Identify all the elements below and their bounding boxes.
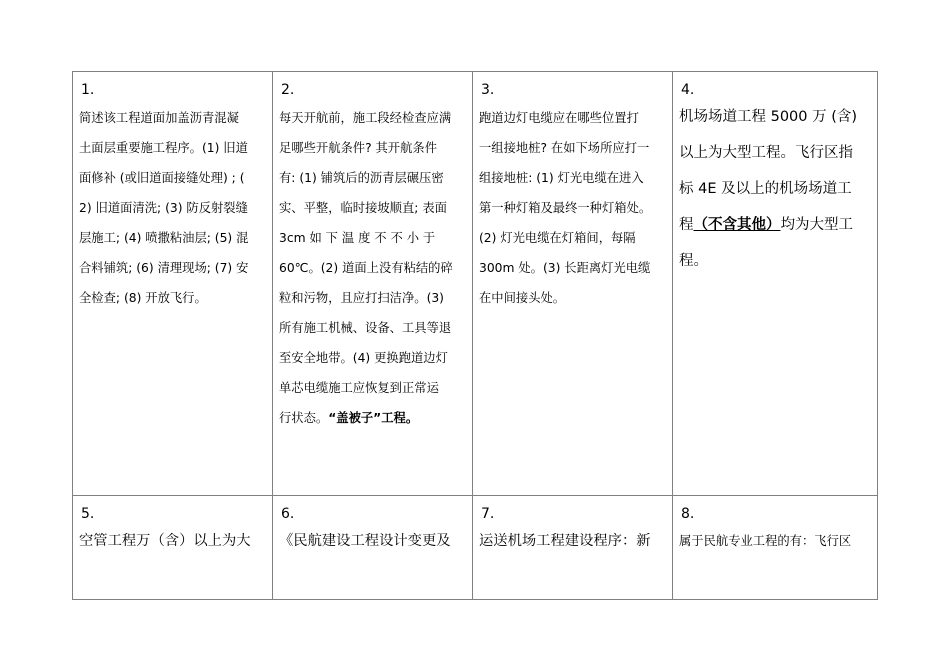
item-text: 跑道边灯电缆应在哪些位置打 一组接地桩? 在如下场所应打一 组接地桩: (1) 灯光电缆在进入 第一种灯箱及最终一种灯箱处。 (2) 灯光电缆在灯箱间，每隔 300m 处。(3) 长距离灯光电缆 在中间接头处。 (479, 111, 652, 305)
item-number: 4. (681, 82, 695, 98)
item-text: 空管工程万（含）以上为大 (79, 533, 251, 549)
item-text: 《民航建设工程设计变更及 (279, 533, 451, 549)
item-number: 3. (481, 82, 495, 98)
cell-8 (673, 496, 877, 600)
cell-6 (273, 496, 472, 600)
questions-table (72, 71, 878, 600)
item-number: 8. (681, 506, 695, 522)
item-text-main: 每天开航前，施工段经检查应满 足哪些开航条件? 其开航条件 有: (1) 铺筑后的沥青层碾压密 实、平整，临时接坡顺直; 表面 3cm 如 下 温 度 不 不 小 于 60℃。(2) 道面上没有粘结的碎 粒和污物，且应打扫洁净。(3) 所有施工机械、设备、工具等退 至安全地带。(4) 更换跑道边灯 单芯电缆施工应恢复到正常运 行状态。 (279, 111, 453, 425)
item-number: 1. (81, 82, 95, 98)
cell-2 (273, 72, 472, 495)
cell-5 (73, 496, 272, 600)
cell-4 (673, 72, 877, 495)
item-text (679, 99, 873, 279)
item-number: 7. (481, 506, 495, 522)
item-text-underlined: （不含其他） (693, 217, 781, 233)
item-number: 2. (281, 82, 295, 98)
item-text-bold: “盖被子”工程。 (328, 411, 419, 425)
cell-7 (473, 496, 672, 600)
item-text: 简述该工程道面加盖沥青混凝 土面层重要施工程序。(1) 旧道 面修补 (或旧道面接缝处理) ; ( 2) 旧道面清洗; (3) 防反射裂缝 层施工; (4) 喷撒粘油层; (5) 混 合料铺筑; (6) 清理现场; (7) 安 全检查; (8) 开放飞行。 (79, 111, 249, 305)
item-text-tail: 均为大型工 程。 (679, 217, 853, 269)
item-text-main: 机场场道工程 5000 万 (含) 以上为大型工程。飞行区指 标 4E 及以上的机场场道工 程 (679, 109, 858, 233)
item-number: 6. (281, 506, 295, 522)
cell-3 (473, 72, 672, 495)
cell-1 (73, 72, 272, 495)
item-text: 属于民航专业工程的有：飞行区 (679, 534, 852, 548)
item-text (279, 103, 466, 433)
item-text: 运送机场工程建设程序：新 (479, 533, 651, 549)
item-number: 5. (81, 506, 95, 522)
